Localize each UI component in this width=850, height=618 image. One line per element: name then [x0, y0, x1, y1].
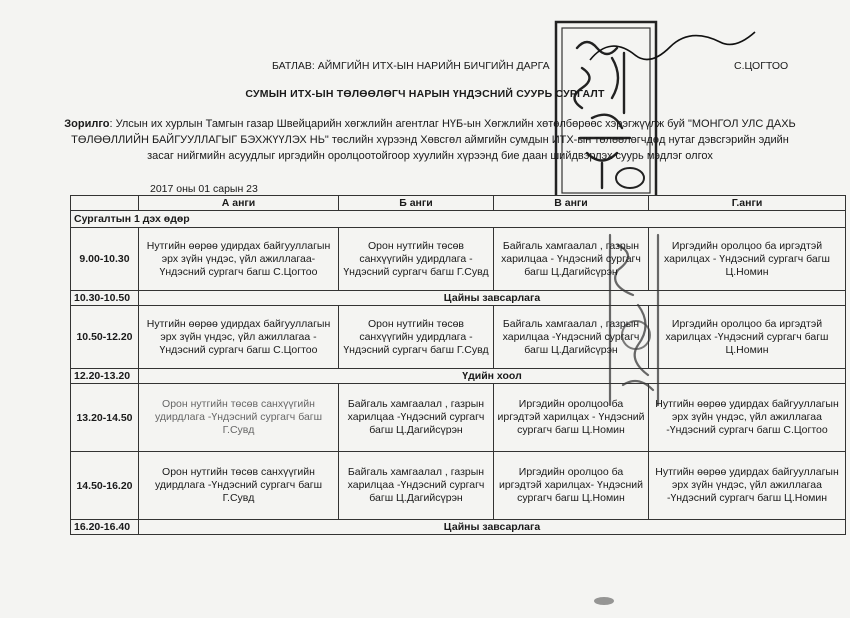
day-label: Сургалтын 1 дэх өдөр — [71, 211, 846, 228]
session-cell: Орон нутгийн төсөв санхүүгийн удирдлага -Үндэсний сургагч багш Г.Сувд — [139, 384, 339, 452]
session-cell: Иргэдийн оролцоо ба иргэдтэй харилцах - Үндэсний сургагч багш Ц.Номин — [649, 228, 846, 291]
document-date: 2017 оны 01 сарын 23 — [150, 183, 258, 195]
break-label: Цайны завсарлага — [139, 520, 846, 535]
time-cell: 14.50-16.20 — [71, 452, 139, 520]
lunch-row — [71, 369, 846, 384]
table-row — [71, 384, 846, 452]
session-cell: Нутгийн өөрөө удирдах байгууллагын эрх зүйн үндэс, үйл ажиллагаа- Үндэсний сургагч багш С.Цогтоо — [139, 228, 339, 291]
header-cell-v: В анги — [494, 196, 649, 211]
header-cell-a: А анги — [139, 196, 339, 211]
time-cell: 9.00-10.30 — [71, 228, 139, 291]
session-cell: Нутгийн өөрөө удирдах байгууллагын эрх зүйн үндэс, үйл ажиллагаа -Үндэсний сургагч багш С.Цогтоо — [649, 384, 846, 452]
break-row — [71, 520, 846, 535]
ink-blot — [592, 596, 616, 606]
break-row — [71, 291, 846, 306]
day-section-row — [71, 211, 846, 228]
document-title: СУМЫН ИТХ-ЫН ТӨЛӨӨЛӨГЧ НАРЫН ҮНДЭСНИЙ СУУРЬ СУРГАЛТ — [245, 88, 605, 100]
session-cell: Байгаль хамгаалал , газрын харилцаа -Үндэсний сургагч багш Ц.Дагийсүрэн — [494, 306, 649, 369]
schedule-table — [70, 195, 846, 535]
time-cell: 12.20-13.20 — [71, 369, 139, 384]
break-label: Цайны завсарлага — [139, 291, 846, 306]
approver-name: С.ЦОГТОО — [734, 60, 789, 72]
session-cell: Орон нутгийн төсөв санхүүгийн удирдлага -Үндэсний сургагч багш Г.Сувд — [139, 452, 339, 520]
goal-paragraph — [60, 116, 800, 164]
time-cell: 10.50-12.20 — [71, 306, 139, 369]
session-cell: Байгаль хамгаалал , газрын харилцаа - Үндэсний сургагч багш Ц.Дагийсүрэн — [494, 228, 649, 291]
header-cell-empty — [71, 196, 139, 211]
session-cell: Нутгийн өөрөө удирдах байгууллагын эрх зүйн үндэс, үйл ажиллагаа - Үндэсний сургагч багш С.Цогтоо — [139, 306, 339, 369]
table-header-row — [71, 196, 846, 211]
time-cell: 13.20-14.50 — [71, 384, 139, 452]
session-cell: Байгаль хамгаалал , газрын харилцаа -Үндэсний сургагч багш Ц.Дагийсүрэн — [339, 452, 494, 520]
session-cell: Нутгийн өөрөө удирдах байгууллагын эрх зүйн үндэс, үйл ажиллагаа -Үндэсний сургагч багш Ц.Номин — [649, 452, 846, 520]
approval-title: БАТЛАВ: АЙМГИЙН ИТХ-ЫН НАРИЙН БИЧГИЙН ДАРГА — [272, 60, 550, 72]
session-cell: Иргэдийн оролцоо ба иргэдтэй харилцах -Үндэсний сургагч багш Ц.Номин — [649, 306, 846, 369]
table-row — [71, 228, 846, 291]
goal-text: : Улсын их хурлын Тамгын газар Швейцарийн хөгжлийн агентлаг НҮБ-ын Хөгжлийн хөтөлбөрөөс хэрэгжүүлж буй "МОНГОЛ УЛС ДАХЬ ТӨЛӨӨЛЛИЙН БАЙГУУЛЛАГЫГ БЭХЖҮҮЛЭХ НЬ" төслийн хүрээнд Хөвсгөл аймгийн сумдын ИТХ-ын төлөөлөгчдөд нутаг дэвсгэрийн эдийн засаг нийгмийн асуудлыг иргэдийн оролцоотойгоор хуулийн хүрээнд бие даан шийдвэрлэх суурь мэдлэг олгох — [71, 118, 796, 162]
time-cell: 10.30-10.50 — [71, 291, 139, 306]
goal-label: Зорилго — [64, 118, 110, 130]
table-row — [71, 306, 846, 369]
session-cell: Иргэдийн оролцоо ба иргэдтэй харилцах- Үндэсний сургагч багш Ц.Номин — [494, 452, 649, 520]
session-cell: Байгаль хамгаалал , газрын харилцаа -Үндэсний сургагч багш Ц.Дагийсүрэн — [339, 384, 494, 452]
header-cell-g: Г.анги — [649, 196, 846, 211]
session-cell: Иргэдийн оролцоо ба иргэдтэй харилцах - Үндэсний сургагч багш Ц.Номин — [494, 384, 649, 452]
header-cell-b: Б анги — [339, 196, 494, 211]
table-row — [71, 452, 846, 520]
lunch-label: Үдийн хоол — [139, 369, 846, 384]
session-cell: Орон нутгийн төсөв санхүүгийн удирдлага - Үндэсний сургагч багш Г.Сувд — [339, 306, 494, 369]
session-cell: Орон нутгийн төсөв санхүүгийн удирдлага - Үндэсний сургагч багш Г.Сувд — [339, 228, 494, 291]
time-cell: 16.20-16.40 — [71, 520, 139, 535]
